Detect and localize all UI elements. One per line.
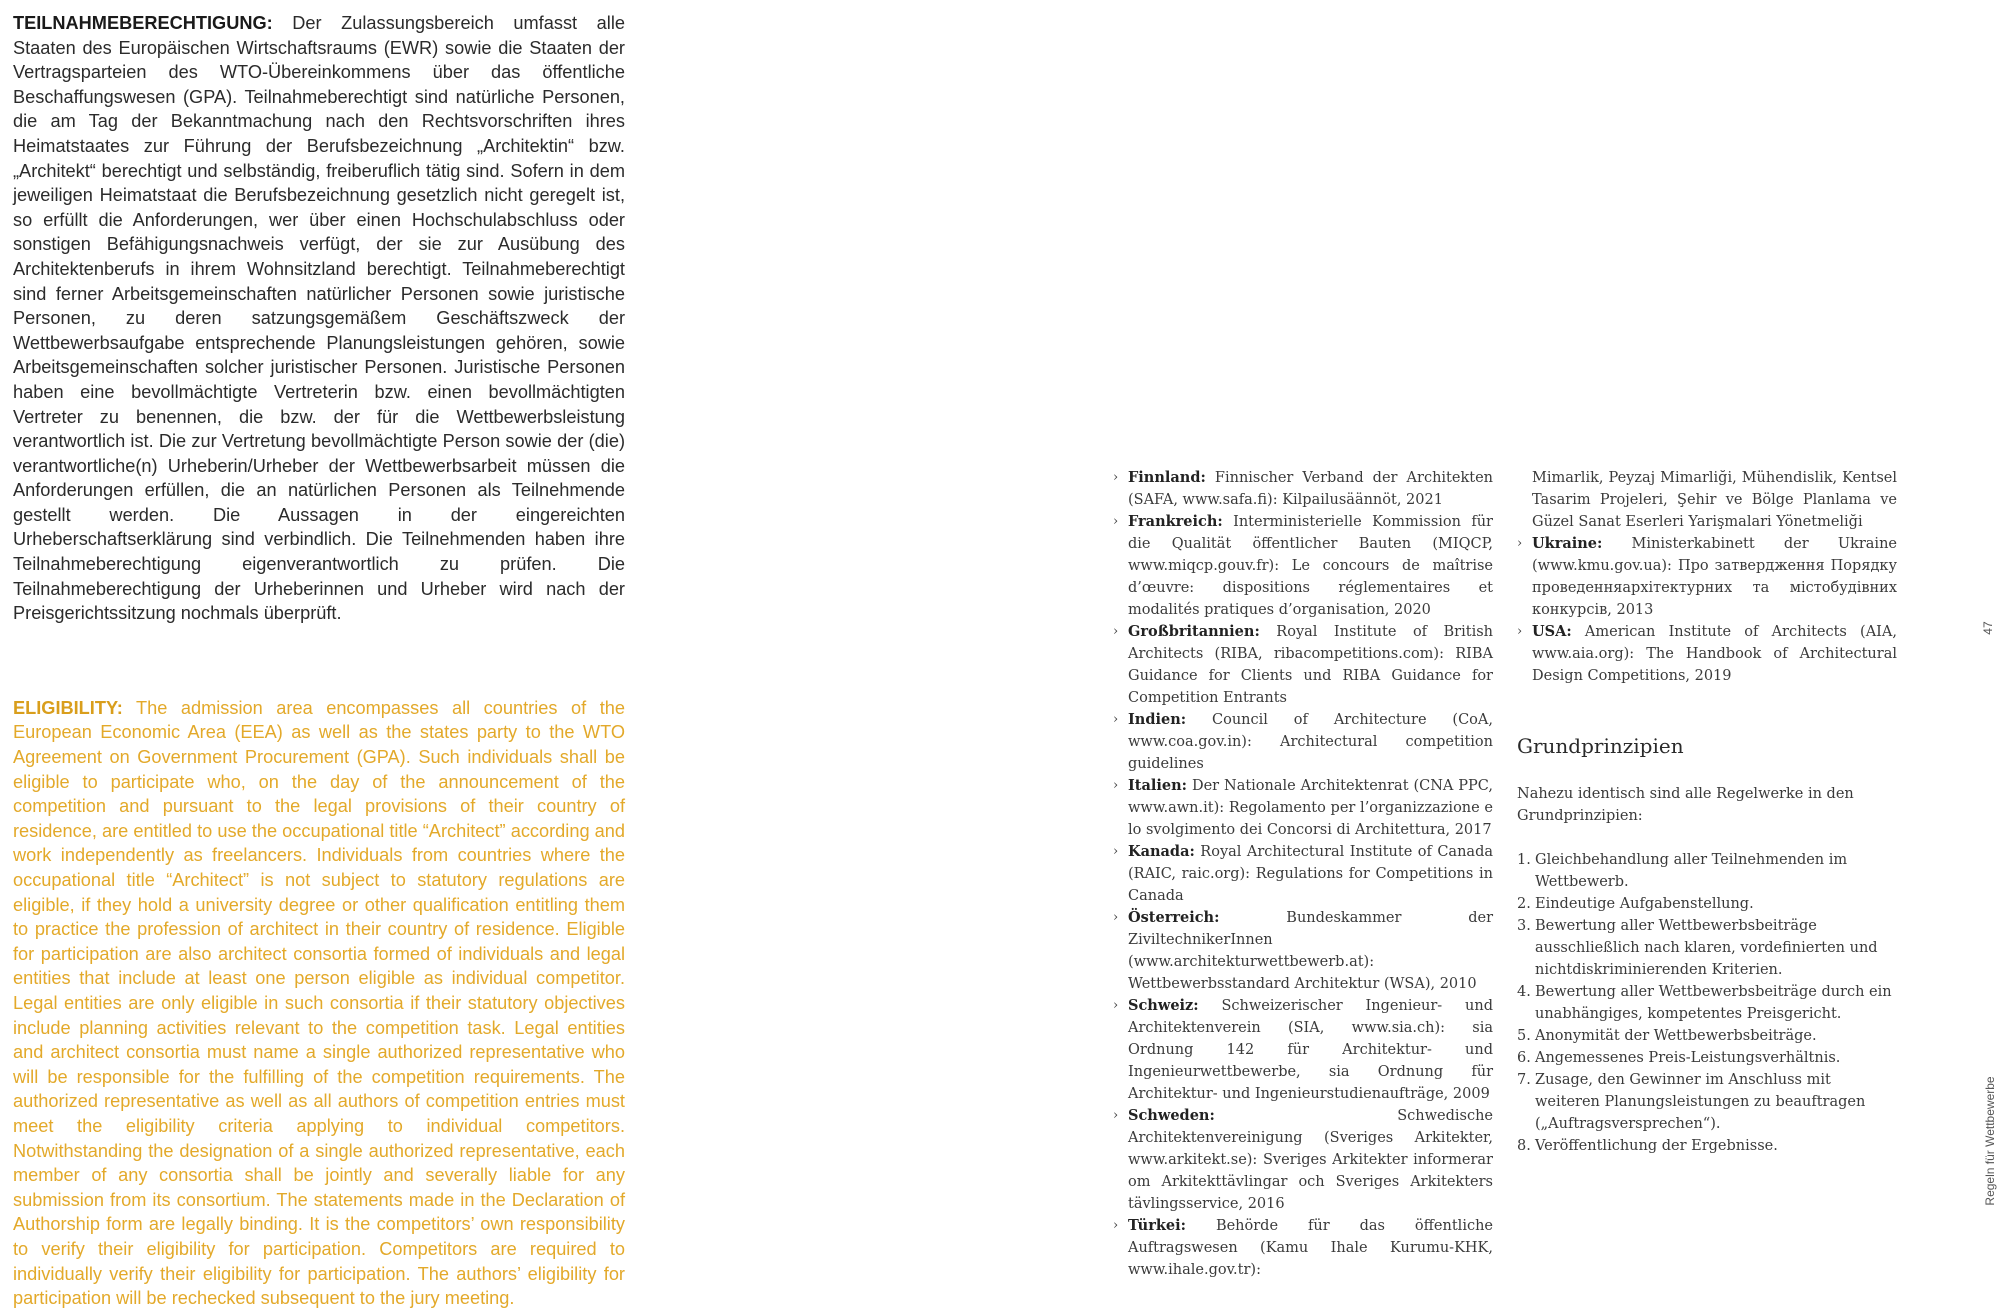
- country-item-schweden: › Schweden: Schwedische Architektenvereinigung (Sveriges Arkitekter, www.arkitekt.se): Sveriges Arkitekter informerar om Arkitekttävlingar och Sveriges Arkitekters tävlingsservice, 2016: [1113, 1107, 1493, 1212]
- country-item-indien: › Indien: Council of Architecture (CoA, www.coa.gov.in): Architectural competition guidelines: [1113, 711, 1493, 772]
- principles-intro: Nahezu identisch sind alle Regelwerke in den Grundprinzipien:: [1517, 786, 1854, 824]
- principle-item: 8. Veröffentlichung der Ergebnisse.: [1517, 1138, 1778, 1154]
- chevron-right-icon: ›: [1113, 910, 1119, 925]
- country-item-ukraine: › Ukraine: Ministerkabinett der Ukraine (www.kmu.gov.ua): Про затвердження Порядку проведенняархітектурних та містобудівних конкурсів, 2013: [1517, 535, 1897, 618]
- country-item-oesterreich: › Österreich: Bundeskammer der ZiviltechnikerInnen (www.architekturwettbewerb.at): Wettbewerbsstandard Architektur (WSA), 2010: [1113, 909, 1493, 992]
- chevron-right-icon: ›: [1517, 624, 1523, 639]
- chevron-right-icon: ›: [1113, 778, 1119, 793]
- german-eligibility-heading: TEILNAHMEBERECHTIGUNG:: [13, 13, 273, 33]
- running-section-title: Regeln für Wettbewerbe: [1983, 1076, 1997, 1206]
- chevron-right-icon: ›: [1113, 998, 1119, 1013]
- principle-item: 7. Zusage, den Gewinner im Anschluss mit weiteren Planungsleistungen zu beauftragen („Auftragsversprechen“).: [1517, 1072, 1866, 1132]
- country-item-usa: › USA: American Institute of Architects (AIA, www.aia.org): The Handbook of Architectural Design Competitions, 2019: [1517, 623, 1897, 684]
- country-item-schweiz: › Schweiz: Schweizerischer Ingenieur- und Architektenverein (SIA, www.sia.ch): sia Ordnung 142 für Architektur- und Ingenieurwettbewerbe, sia Ordnung für Architektur- und Ingenieurstudienaufträge, 2009: [1113, 997, 1493, 1102]
- english-eligibility-text: The admission area encompasses all countries of the European Economic Area (EEA) as well as the states party to the WTO Agreement on Government Procurement (GPA). Such individuals shall be eligible to participate who, on the day of the announcement of the competition and pursuant to the legal provisions of their country of residence, are entitled to use the occupational title “Architect” according and work independently as freelancers. Individuals from countries where the occupational title “Architect” is not subject to statutory regulations are eligible, if they hold a university degree or other qualification entitling them to practice the profession of architect in their country of residence. Eligible for participation are also architect consortia formed of individuals and legal entities that include at least one person eligible as individual competitor. Legal entities are only eligible in such consortia if their statutory objectives include planning activities relevant to the competition task. Legal entities and architect consortia must name a single authorized representative who will be responsible for the fulfilling of the competition requirements. The authorized representative as well as all authors of competition entries must meet the eligibility criteria applying to individual competitors. Notwithstanding the designation of a single authorized representative, each member of any consortia shall be jointly and severally liable for any submission from its consortium. The statements made in the Declaration of Authorship form are legally binding. It is the competitors’ own responsibility to verify their eligibility for participation. Competitors are required to individually verify their eligibility for participation. The authors’ eligibility for participation will be rechecked subsequent to the jury meeting.: [13, 697, 625, 1309]
- country-item-italien: › Italien: Der Nationale Architektenrat (CNA PPC, www.awn.it): Regolamento per l’organizzazione e lo svolgimento dei Concorsi di Architettura, 2017: [1113, 777, 1493, 838]
- section-heading: Grundprinzipien: [1517, 734, 1684, 758]
- country-item-tuerkei: › Türkei: Behörde für das öffentliche Auftragswesen (Kamu Ihale Kurumu-KHK, www.ihale.gov.tr):: [1113, 1217, 1493, 1278]
- chevron-right-icon: ›: [1113, 470, 1119, 485]
- principle-item: 1. Gleichbehandlung aller Teilnehmenden im Wettbewerb.: [1517, 852, 1848, 890]
- german-eligibility-text: Der Zulassungsbereich umfasst alle Staaten des Europäischen Wirtschaftsraums (EWR) sowie die Staaten der Vertragsparteien des WTO-Übereinkommens über das öffentliche Beschaffungswesen (GPA). Teilnahmeberechtigt sind natürliche Personen, die am Tag der Bekanntmachung nach den Rechtsvorschriften ihres Heimatstaates zur Führung der Berufsbezeichnung „Architektin“ bzw. „Architekt“ berechtigt und selbständig, freiberuflich tätig sind. Sofern in dem jeweiligen Heimatstaat die Berufsbezeichnung gesetzlich nicht geregelt ist, so erfüllt die Anforderungen, wer über einen Hochschulabschluss oder sonstigen Befähigungsnachweis verfügt, der sie zur Ausübung des Architektenberufs in ihrem Wohnsitzland berechtigt. Teilnahmeberechtigt sind ferner Arbeitsgemeinschaften natürlicher Personen sowie juristische Personen, zu deren satzungsgemäßem Geschäftszweck der Wettbewerbsaufgabe entsprechende Planungsleistungen gehören, sowie Arbeitsgemeinschaften solcher juristischer Personen. Juristische Personen haben eine bevollmächtigte Vertreterin bzw. einen bevollmächtigten Vertreter zu benennen, die bzw. der für die Wettbewerbsleistung verantwortlich ist. Die zur Vertretung bevollmächtigte Person sowie der (die) verantwortliche(n) Urheberin/Urheber der Wettbewerbsarbeit müssen die Anforderungen erfüllen, die an natürlichen Personen als Teilnehmende gestellt werden. Die Aussagen in der eingereichten Urheberschaftserklärung sind verbindlich. Die Teilnehmenden haben ihre Teilnahmeberechtigung eigenverantwortlich zu prüfen. Die Teilnahmeberechtigung der Urheberinnen und Urheber wird nach der Preisgerichtssitzung nochmals überprüft.: [13, 13, 625, 624]
- principles-list: [1517, 849, 1897, 1157]
- principle-item: 2. Eindeutige Aufgabenstellung.: [1517, 896, 1754, 912]
- country-item-grossbritannien: › Großbritannien: Royal Institute of British Architects (RIBA, ribacompetitions.com): RIBA Guidance for Clients und RIBA Guidance for Competition Entrants: [1113, 623, 1493, 706]
- country-list-continued: [1517, 533, 1897, 687]
- country-item-frankreich: › Frankreich: Interministerielle Kommission für die Qualität öffentlicher Bauten (MIQCP, www.miqcp.gouv.fr): Le concours de maîtrise d’œuvre: dispositions réglementaires et modalités pratiques d’organisation, 2020: [1113, 513, 1493, 618]
- principle-item: 3. Bewertung aller Wettbewerbsbeiträge ausschließlich nach klaren, vordefinierten und nichtdiskriminierenden Kriterien.: [1517, 918, 1878, 978]
- chevron-right-icon: ›: [1113, 624, 1119, 639]
- english-eligibility-heading: ELIGIBILITY:: [13, 697, 123, 718]
- german-eligibility-paragraph: [13, 11, 625, 626]
- tuerkei-continuation: Mimarlik, Peyzaj Mimarliği, Mühendislik, Kentsel Tasarim Projeleri, Şehir ve Bölge Planlama ve Güzel Sanat Eserleri Yarişmalari Yönetmeliği: [1532, 470, 1897, 530]
- principle-item: 4. Bewertung aller Wettbewerbsbeiträge durch ein unabhängiges, kompetentes Preisgericht.: [1517, 984, 1892, 1022]
- country-list: [1113, 467, 1493, 1281]
- english-eligibility-paragraph: [13, 696, 625, 1311]
- eligibility-column: [13, 11, 625, 1311]
- country-regulations-column: [1113, 467, 1493, 1281]
- page-number: 47: [1981, 621, 1995, 635]
- chevron-right-icon: ›: [1113, 712, 1119, 727]
- principles-column: [1517, 467, 1897, 1157]
- country-item-kanada: › Kanada: Royal Architectural Institute of Canada (RAIC, raic.org): Regulations for Competitions in Canada: [1113, 843, 1493, 904]
- principle-item: 6. Angemessenes Preis-Leistungsverhältnis.: [1517, 1050, 1841, 1066]
- chevron-right-icon: ›: [1113, 1218, 1119, 1233]
- chevron-right-icon: ›: [1517, 536, 1523, 551]
- country-item-finnland: › Finnland: Finnischer Verband der Architekten (SAFA, www.safa.fi): Kilpailusäännöt, 2021: [1113, 469, 1493, 508]
- chevron-right-icon: ›: [1113, 844, 1119, 859]
- principle-item: 5. Anonymität der Wettbewerbsbeiträge.: [1517, 1028, 1817, 1044]
- chevron-right-icon: ›: [1113, 1108, 1119, 1123]
- chevron-right-icon: ›: [1113, 514, 1119, 529]
